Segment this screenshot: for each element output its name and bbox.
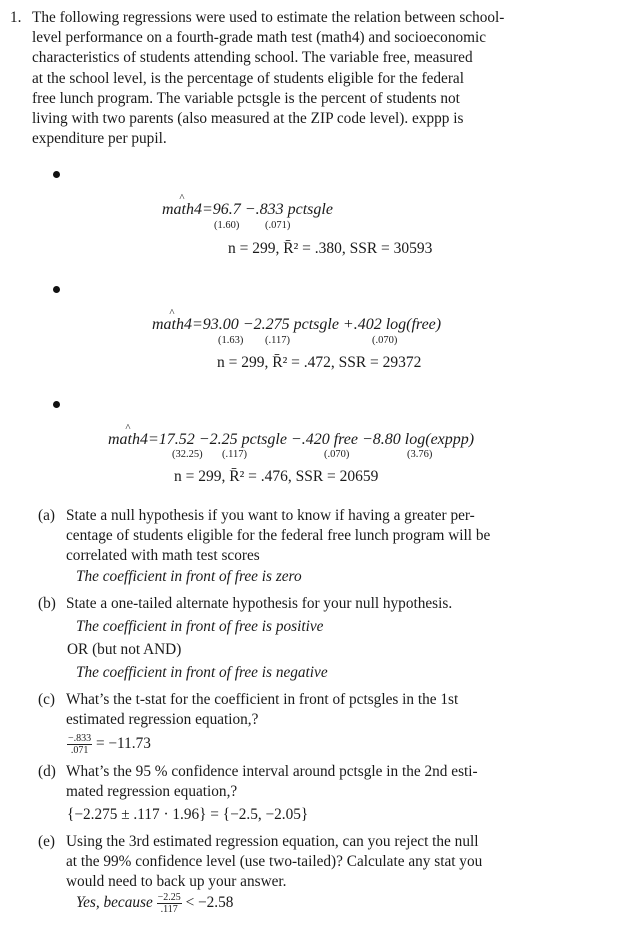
part-b-answer-positive: The coefficient in front of free is positive [76,618,324,635]
regression-2-rhs: =93.00 −2.275 pctsgle +.402 log(free) [192,316,442,333]
part-c-result: = −11.73 [95,735,151,753]
regression-3-equation [108,431,474,449]
regression-2-lhs: math4 ^ [152,316,192,334]
part-c-label: (c) [38,691,55,708]
part-e-question: (e) Using the 3rd estimated regression equation, can you reject the null at the 99% confidence level (use two-tailed)? Calculate any stat you would need to back up your answer. [38,833,483,891]
part-e-label: (e) [38,833,55,850]
intro-line-7: expenditure per pupil. [32,130,167,148]
part-d-question: (d) What’s the 95 % confidence interval around pctsgle in the 2nd esti- mated regression equation,? [38,763,478,801]
question-intro [10,8,570,149]
intro-line-1: 1. The following regressions were used to estimate the relation between school- [10,8,570,28]
regression-2-se-logfree: (.070) [372,335,398,346]
regression-3-se-intercept: (32.25) [172,449,203,460]
part-c-answer [67,733,151,756]
regression-1-se-pctsgle: (.071) [265,220,291,231]
regression-3-se-pctsgle: (.117) [222,449,247,460]
part-b-label: (b) [38,595,56,612]
part-e-answer-prefix: Yes, because [76,894,153,912]
regression-3-lhs: math4 ^ [108,431,148,449]
regression-1-stats: n = 299, R̄² = .380, SSR = 30593 [228,240,433,257]
bullet-point [53,401,60,408]
part-d-answer: {−2.275 ± .117 · 1.96} = {−2.5, −2.05} [67,806,309,823]
regression-1-lhs: math4 ^ [162,201,202,219]
regression-3-rhs: =17.52 −2.25 pctsgle −.420 free −8.80 log(exppp) [148,431,475,448]
part-b-answer-negative: The coefficient in front of free is negative [76,664,328,681]
intro-line-5: free lunch program. The variable pctsgle is the percent of students not [32,89,460,107]
part-e-fraction: $\frac{-2.25}{.117}$ [157,892,181,915]
part-a-label: (a) [38,507,55,524]
regression-3-se-logexppp: (3.76) [407,449,433,460]
part-b-question: (b) State a one-tailed alternate hypothesis for your null hypothesis. [38,594,452,614]
regression-3-stats: n = 299, R̄² = .476, SSR = 20659 [174,468,379,485]
part-d-label: (d) [38,763,56,780]
part-c-question: (c) What’s the t-stat for the coefficient in front of pctsgles in the 1st estimated regression equation,? [38,691,459,729]
intro-line-4: at the school level, is the percentage of students eligible for the federal [32,69,464,87]
part-c-fraction: $\frac{-.833}{.071}$ [68,733,92,756]
regression-3-se-free: (.070) [324,449,350,460]
part-a-question: (a) State a null hypothesis if you want to know if having a greater per- centage of students eligible for the federal free lunch program will be correlated with math test scores [38,507,491,565]
question-number: 1. [10,9,22,26]
part-e-answer-suffix: < −2.58 [185,894,234,912]
part-b-or-text: OR (but not AND) [67,641,182,658]
regression-1-equation [162,201,333,219]
bullet-point [53,286,60,293]
regression-1-rhs: =96.7 −.833 pctsgle [202,201,333,218]
part-e-answer [76,892,233,915]
intro-line-2: level performance on a fourth-grade math test (math4) and socioeconomic [32,29,487,47]
intro-line-3: characteristics of students attending school. The variable free, measured [32,49,473,67]
bullet-point [53,171,60,178]
regression-2-stats: n = 299, R̄² = .472, SSR = 29372 [217,354,422,371]
regression-2-se-pctsgle: (.117) [265,335,290,346]
regression-2-equation [152,316,441,334]
regression-2-se-intercept: (1.63) [218,335,244,346]
intro-line-6: living with two parents (also measured at the ZIP code level). exppp is [32,110,464,128]
regression-1-se-intercept: (1.60) [214,220,240,231]
part-a-answer: The coefficient in front of free is zero [76,568,302,585]
